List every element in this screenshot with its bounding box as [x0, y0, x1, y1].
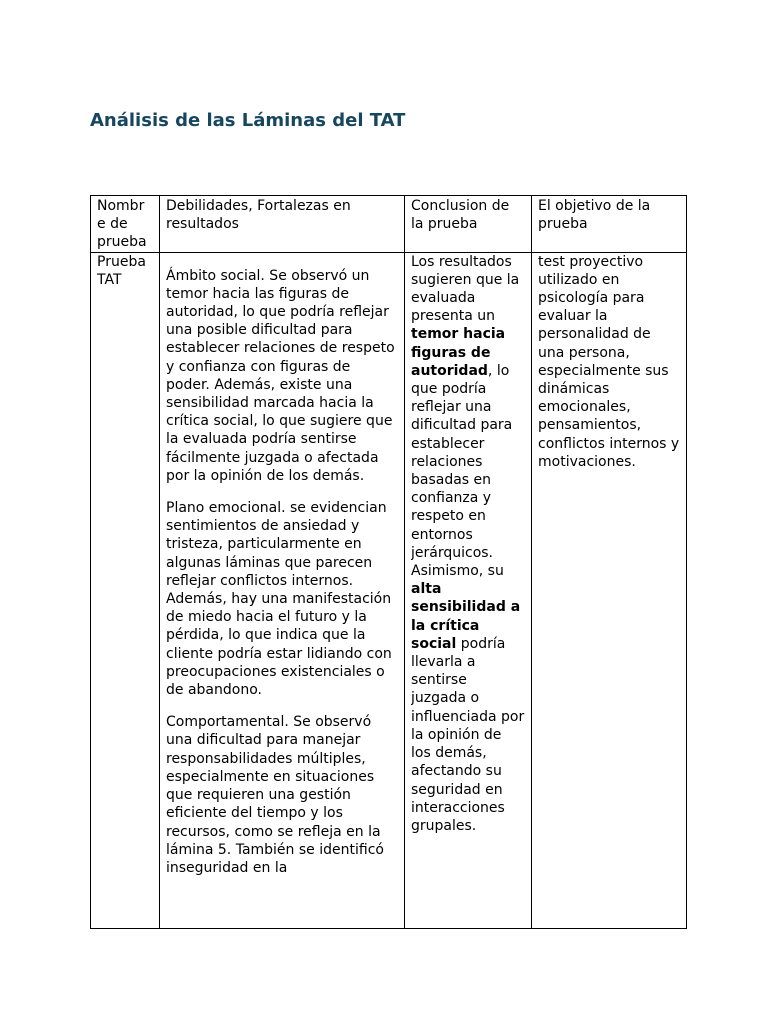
table-header-row [91, 196, 687, 253]
conclusion-text [411, 253, 525, 914]
finding-behavioral: Comportamental. Se observó una dificultad para manejar responsabilidades múltiples, especialmente en situaciones que requieren una gestión eficiente del tiempo y los recursos, como se refleja en la lámina 5. También se identificó inseguridad en la [166, 714, 384, 876]
conclusion-emphasis-authority: temor hacia figuras de autoridad [411, 326, 506, 379]
conclusion-emphasis-sensitivity: alta sensibilidad a la crítica social [411, 581, 521, 652]
conclusion-part-3: podría llevarla a sentirse juzgada o influenciada por la opinión de los demás, afectando su seguridad en interacciones grupales. [411, 635, 525, 834]
table-row [91, 252, 687, 928]
page-title: Análisis de las Láminas del TAT [90, 110, 406, 131]
test-name: Prueba TAT [97, 253, 146, 288]
header-objective: El objetivo de la prueba [532, 196, 687, 253]
header-test-name: Nombr e de prueba [91, 196, 160, 253]
conclusion-cell [405, 252, 532, 928]
objective-text: test proyectivo utilizado en psicología para evaluar la personalidad de una persona, especialmente sus dinámicas emocionales, pensamientos, conflictos internos y motivaciones. [538, 253, 680, 470]
objective-cell [532, 252, 687, 928]
findings-cell [160, 252, 405, 928]
finding-social: Ámbito social. Se observó un temor hacia las figuras de autoridad, lo que podría reflejar una posible dificultad para establecer relaciones de respeto y confianza con figuras de poder. Además, existe una sensibilidad marcada hacia la crítica social, lo que sugiere que la evaluada podría sentirse fácilmente juzgada o afectada por la opinión de los demás. [166, 267, 395, 484]
header-conclusion: Conclusion de la prueba [405, 196, 532, 253]
finding-emotional: Plano emocional. se evidencian sentimientos de ansiedad y tristeza, particularmente en algunas láminas que parecen reflejar conflictos internos. Además, hay una manifestación de miedo hacia el futuro y la pérdida, lo que indica que la cliente podría estar lidiando con preocupaciones existenciales o de abandono. [166, 500, 392, 699]
test-name-cell [91, 252, 160, 928]
header-findings: Debilidades, Fortalezas en resultados [160, 196, 405, 253]
results-table [90, 195, 687, 929]
conclusion-part-1: Los resultados sugieren que la evaluada presenta un [411, 253, 520, 325]
conclusion-part-2: , lo que podría reflejar una dificultad para establecer relaciones basadas en confianza y respeto en entornos jerárquicos. Asimismo, su [411, 362, 513, 580]
